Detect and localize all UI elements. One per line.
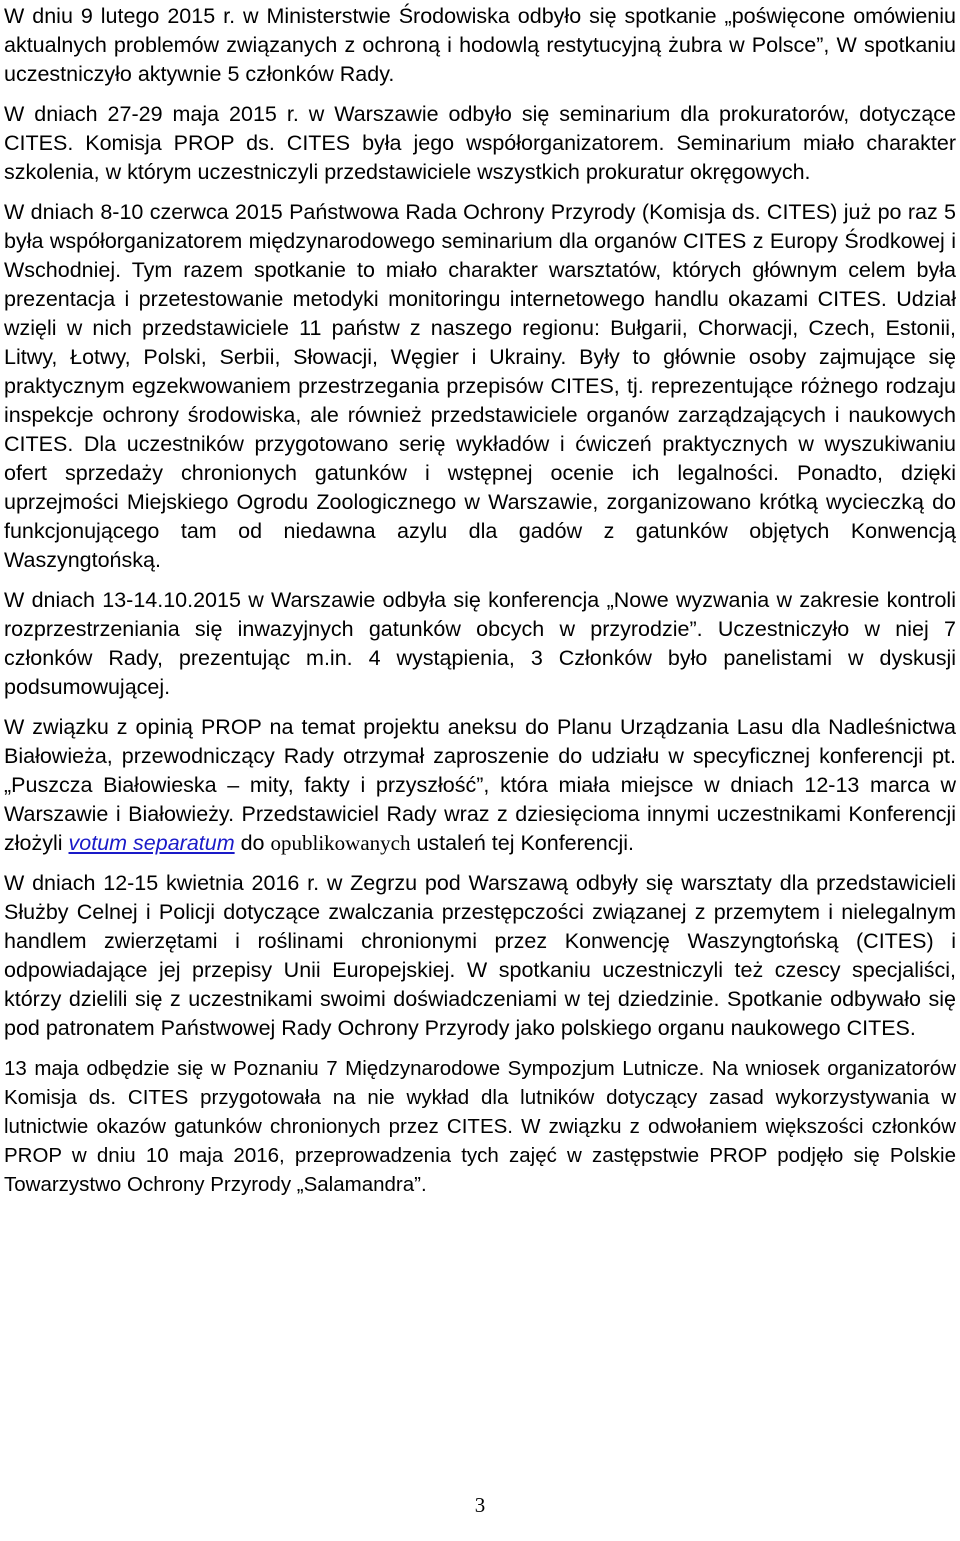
votum-separatum-link[interactable]: votum separatum [68, 831, 235, 855]
paragraph-cites-workshop: W dniach 8-10 czerwca 2015 Państwowa Rada Ochrony Przyrody (Komisja ds. CITES) już po raz 5 była współorganizatorem międzynarodowego seminarium dla organów CITES z Europy Środkowej i Wschodniej. Tym razem spotkanie to miało charakter warsztatów, których głównym celem była prezentacja i przetestowanie metodyki monitoringu internetowego handlu okazami CITES. Udział wzięli w nich przedstawiciele 11 państw z naszego regionu: Bułgarii, Chorwacji, Czech, Estonii, Litwy, Łotwy, Polski, Serbii, Słowacji, Węgier i Ukrainy. Były to głównie osoby zajmujące się praktycznym egzekwowaniem przestrzegania przepisów CITES, tj. reprezentujące różnego rodzaju inspekcje ochrony środowiska, ale również przedstawiciele organów zarządzających i naukowych CITES. Dla uczestników przygotowano serię wykładów i ćwiczeń praktycznych w wyszukiwaniu ofert sprzedaży chronionych gatunków i wstępnej ocenie ich legalności. Ponadto, dzięki uprzejmości Miejskiego Ogrodu Zoologicznego w Warszawie, zorganizowano krótką wycieczką do funkcjonującego tam od niedawna azylu dla gadów z gatunków objętych Konwencją Waszyngtońską. [4, 200, 956, 572]
page-number: 3 [474, 1493, 486, 1517]
paragraph-prosecutors-seminar: W dniach 27-29 maja 2015 r. w Warszawie odbyło się seminarium dla prokuratorów, dotyczące CITES. Komisja PROP ds. CITES była jego współorganizatorem. Seminarium miało charakter szkolenia, w którym uczestniczyli przedstawiciele wszystkich prokuratur okręgowych. [4, 102, 956, 184]
paragraph-zegrze-workshops: W dniach 12-15 kwietnia 2016 r. w Zegrzu pod Warszawą odbyły się warsztaty dla przedstawicieli Służby Celnej i Policji dotyczące zwalczania przestępczości związanej z przemytem i nielegalnym handlem zwierzętami i roślinami chronionymi przez Konwencję Waszyngtońską (CITES) i odpowiadające jej przepisy Unii Europejskiej. W spotkaniu uczestniczyli też czescy specjaliści, którzy dzielili się z uczestnikami swoimi doświadczeniami w tej dziedzinie. Spotkanie odbywało się pod patronatem Państwowej Rady Ochrony Przyrody jako polskiego organu naukowego CITES. [4, 871, 956, 1040]
paragraph-bison-meeting: W dniu 9 lutego 2015 r. w Ministerstwie Środowiska odbyło się spotkanie „poświęcone omówieniu aktualnych problemów związanych z ochroną i hodowlą restytucyjną żubra w Polsce”, W spotkaniu uczestniczyło aktywnie 5 członków Rady. [4, 4, 956, 86]
paragraph-luthier-symposium: 13 maja odbędzie się w Poznaniu 7 Międzynarodowe Sympozjum Lutnicze. Na wniosek organizatorów Komisja ds. CITES przygotowała na nie wykład dla lutników dotyczący zasad wykorzystywania w lutnictwie okazów gatunków chronionych przez CITES. W związku z odwołaniem większości członków PROP w dniu 10 maja 2016, przeprowadzenia tych zajęć w zastępstwie PROP podjęło się Polskie Towarzystwo Ochrony Przyrody „Salamandra”. [4, 1057, 956, 1196]
bialowieza-text-mid: do [234, 831, 271, 855]
bialowieza-text-serif: opublikowanych [270, 831, 411, 855]
document-page [4, 2, 956, 1210]
bialowieza-text-before: W związku z opinią PROP na temat projektu aneksu do Planu Urządzania Lasu dla Nadleśnictwa Białowieża, przewodniczący Rady otrzymał zaproszenie do udziału w specyficznej konferencji pt. „Puszcza Białowieska – mity, fakty i przyszłość”, która miała miejsce w dniach 12-13 marca w Warszawie i Białowieży. Przedstawiciel Rady wraz z dziesięcioma innymi uczestnikami Konferencji złożyli [4, 715, 956, 855]
paragraph-bialowieza-conference [4, 713, 956, 858]
paragraph-invasive-species-conference: W dniach 13-14.10.2015 w Warszawie odbyła się konferencja „Nowe wyzwania w zakresie kontroli rozprzestrzeniania się inwazyjnych gatunków obcych w przyrodzie”. Uczestniczyło w niej 7 członków Rady, prezentując m.in. 4 wystąpienia, 3 Członków było panelistami w dyskusji podsumowującej. [4, 588, 956, 699]
bialowieza-text-after: ustaleń tej Konferencji. [410, 831, 634, 855]
